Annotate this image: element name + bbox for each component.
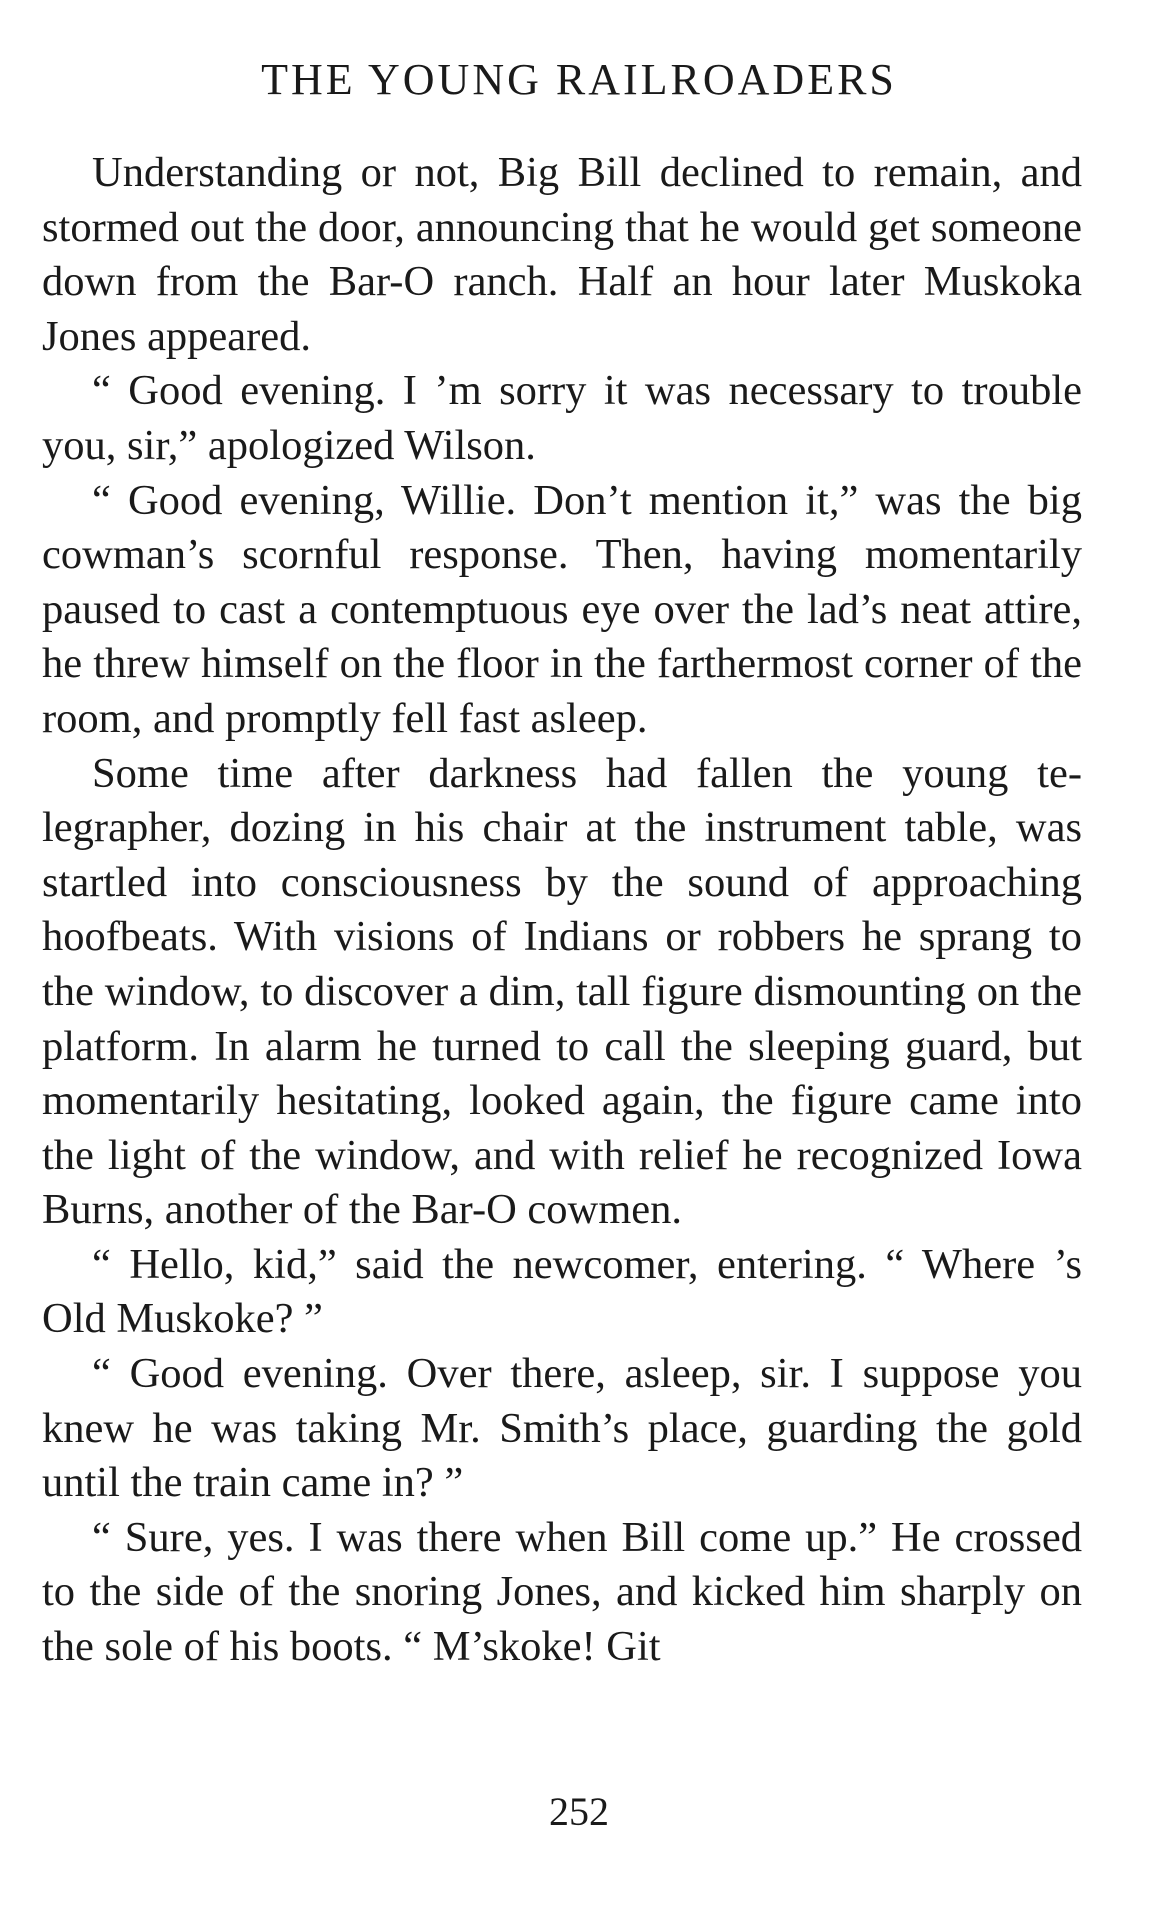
page-number: 252 xyxy=(549,1789,609,1834)
paragraph: “ Good evening. I ’m sorry it was necessary to trouble you, sir,” apologized Wilson. xyxy=(42,367,1082,469)
running-head: THE YOUNG RAILROADERS xyxy=(261,55,897,104)
body-text xyxy=(42,146,1082,1675)
paragraph: Understanding or not, Big Bill declined to remain, and stormed out the door, announcing that he would get someone down from the Bar-O ranch. Half an hour later Muskoka Jones appeared. xyxy=(42,149,1082,360)
paragraph: Some time after darkness had fallen the young telegrapher, dozing in his chair at the instrument table, was startled into consciousness by the sound of approaching hoofbeats. With visions of Indians or robbers he sprang to the window, to discover a dim, tall figure dismounting on the platform. In alarm he turned to call the sleeping guard, but momentarily hesitating, looked again, the figure came into the light of the window, and with relief he recognized Iowa Burns, another of the Bar-O cowmen. xyxy=(42,749,1082,1234)
paragraph: “ Good evening. Over there, asleep, sir. I suppose you knew he was taking Mr. Smith’s place, guarding the gold until the train came in? ” xyxy=(42,1350,1082,1507)
paragraph: “ Hello, kid,” said the newcomer, entering. “ Where ’s Old Muskoke? ” xyxy=(42,1240,1082,1343)
paragraph: “ Sure, yes. I was there when Bill come up.” He crossed to the side of the snoring Jones, and kicked him sharply on the sole of his boots. “ M’skoke! Git xyxy=(42,1513,1082,1671)
paragraph: “ Good evening, Willie. Don’t mention it,” was the big cowman’s scornful response. Then, having momentarily paused to cast a contemptuous eye over the lad’s neat attire, he threw himself on the floor in the farthermost corner of the room, and promptly fell fast asleep. xyxy=(42,476,1082,742)
